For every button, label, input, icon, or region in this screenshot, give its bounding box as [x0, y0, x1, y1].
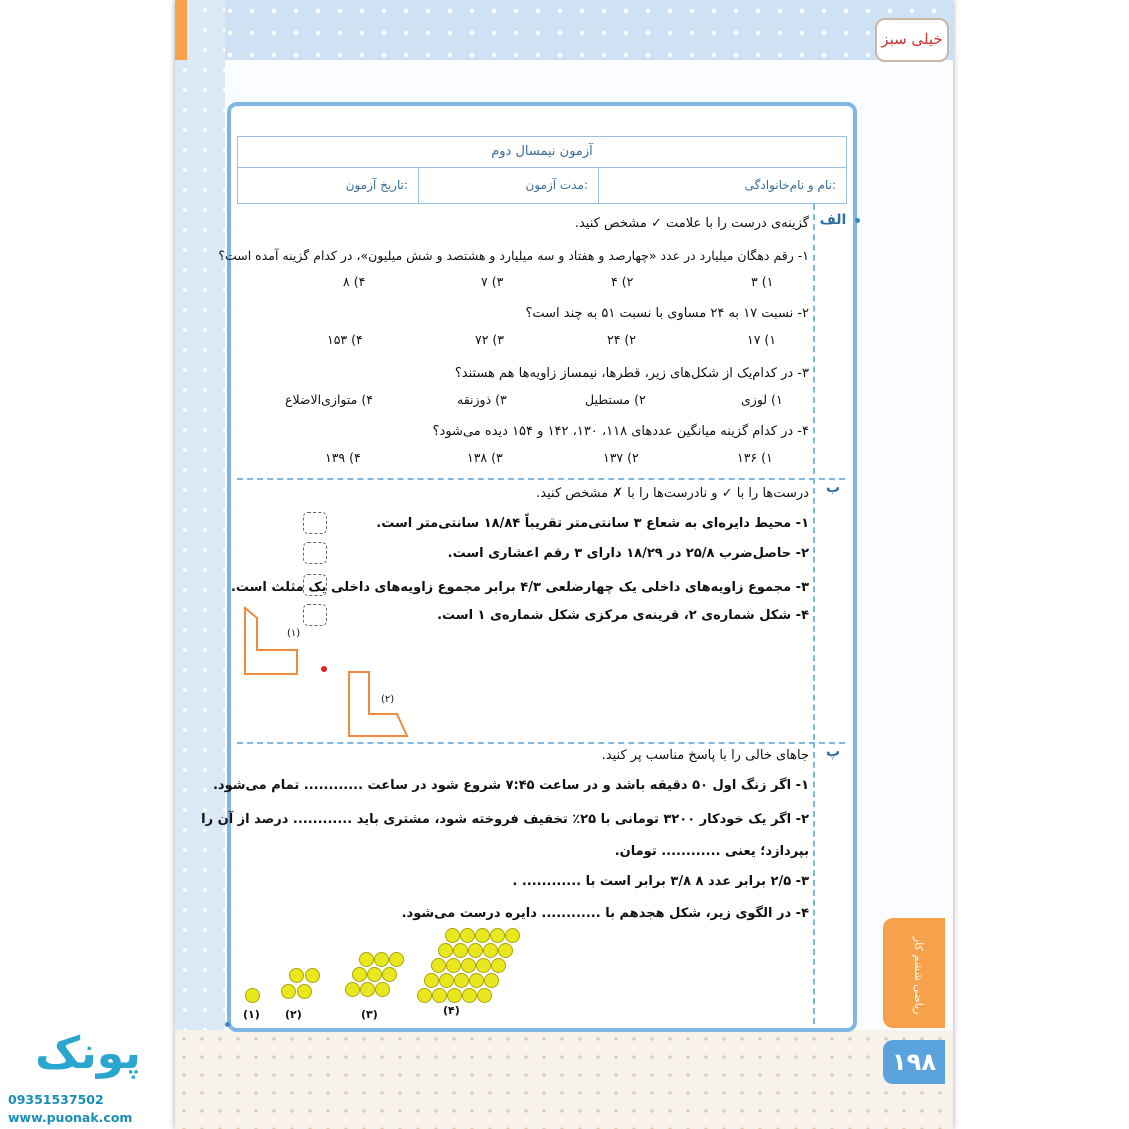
pattern-3-circle: [359, 952, 374, 967]
section-b-divider: [237, 478, 845, 480]
section-c-instruction: جاهای خالی را با پاسخ مناسب پر کنید.: [601, 748, 809, 763]
question-a2-option-4[interactable]: ۴) ۱۵۳: [327, 332, 363, 347]
pattern-4-circle: [483, 943, 498, 958]
section-a-label: الف: [819, 212, 847, 228]
orange-corner-strip: [175, 0, 187, 60]
question-a3-option-3[interactable]: ۳) ذوزنقه: [457, 392, 507, 407]
section-b-margin-line: [813, 478, 815, 740]
fill-blank-c3: ۳- ۲/۵ برابر عدد ۸ ۳/۸ برابر است با ............ .: [512, 874, 809, 889]
question-a2-option-3[interactable]: ۳) ۷۲: [475, 332, 505, 347]
fill-blank-c1: ۱- اگر زنگ اول ۵۰ دقیقه باشد و در ساعت ۷:۴۵ شروع شود در ساعت ............ تمام می‌شود.: [212, 778, 809, 793]
fill-blank-c2: ۲- اگر یک خودکار ۳۲۰۰ تومانی با ۲۵٪ تخفیف فروخته شود، مشتری باید ............ درصد از آن را: [201, 812, 809, 827]
fill-blank-c2-continued: بپردازد؛ یعنی ............ تومان.: [614, 844, 809, 859]
pattern-3-circle: [375, 982, 390, 997]
pattern-2-circle: [297, 984, 312, 999]
question-a3-option-1[interactable]: ۱) لوزی: [741, 392, 783, 407]
exam-page: [175, 0, 953, 1129]
section-c-margin-line: [813, 742, 815, 1024]
pattern-4-circle: [454, 973, 469, 988]
pattern-3-circle: [352, 967, 367, 982]
exam-frame: [201, 102, 857, 1032]
page-number: ۱۹۸: [883, 1040, 945, 1084]
date-field-label: تاریخ آزمون:: [345, 178, 408, 192]
question-a1-option-3[interactable]: ۳) ۷: [481, 274, 504, 289]
top-decorative-band: [175, 0, 953, 60]
question-a4: ۴- در کدام گزینه میانگین عددهای ۱۱۸، ۱۳۰، ۱۴۲ و ۱۵۴ دیده می‌شود؟: [432, 424, 809, 439]
pattern-4-circle: [491, 958, 506, 973]
question-a1: ۱- رقم دهگان میلیارد در عدد «چهارصد و هفتاد و سه میلیارد و هشتصد و شش میلیون»، در کدام گزینه آمده است؟: [218, 248, 809, 263]
book-side-tab: [883, 918, 945, 1028]
pattern-4-circle: [468, 943, 483, 958]
statement-b4: ۴- شکل شماره‌ی ۲، قرینه‌ی مرکزی شکل شماره‌ی ۱ است.: [437, 608, 809, 623]
svg-text:پونک: پونک: [35, 1028, 141, 1079]
pattern-4-circle: [417, 988, 432, 1003]
pattern-1-circle: [245, 988, 260, 1003]
book-logo: خیلی سبز: [875, 18, 949, 62]
answer-box-b4[interactable]: [303, 604, 327, 626]
section-a-margin-line: [813, 204, 815, 474]
pattern-3-circle: [345, 982, 360, 997]
pattern-2-circle: [305, 968, 320, 983]
pattern-3-circle: [382, 967, 397, 982]
question-a1-option-2[interactable]: ۲) ۴: [611, 274, 634, 289]
pattern-4-circle: [469, 973, 484, 988]
pattern-3-circle: [389, 952, 404, 967]
pattern-2-circle: [289, 968, 304, 983]
pattern-4-circle: [439, 973, 454, 988]
question-a3: ۳- در کدام‌یک از شکل‌های زیر، قطرها، نیمساز زاویه‌ها هم هستند؟: [454, 366, 809, 381]
pattern-3-circle: [374, 952, 389, 967]
question-a2-option-1[interactable]: ۱) ۱۷: [747, 332, 777, 347]
question-a4-option-1[interactable]: ۱) ۱۳۶: [737, 450, 773, 465]
pattern-4-circle: [438, 943, 453, 958]
shop-phone: 09351537502: [8, 1092, 104, 1107]
question-a3-option-2[interactable]: ۲) مستطیل: [585, 392, 646, 407]
bottom-decorative-band: [175, 1030, 953, 1129]
statement-b3: ۳- مجموع زاویه‌های داخلی یک چهارضلعی ۴/۳ برابر مجموع زاویه‌های داخلی یک مثلث است.: [230, 580, 809, 595]
pattern-4-circle: [475, 928, 490, 943]
section-c-label: پ: [825, 744, 841, 760]
pattern-4-circle: [446, 958, 461, 973]
pattern-4-circle: [461, 958, 476, 973]
figure-label-2: (۲): [381, 694, 395, 705]
pattern-label-4: (۴): [443, 1004, 460, 1017]
question-a4-option-4[interactable]: ۴) ۱۳۹: [325, 450, 361, 465]
pattern-label-3: (۳): [361, 1008, 378, 1021]
pattern-4-circle: [484, 973, 499, 988]
question-a4-option-2[interactable]: ۲) ۱۳۷: [603, 450, 639, 465]
question-a1-option-4[interactable]: ۴) ۸: [343, 274, 366, 289]
question-a2-option-2[interactable]: ۲) ۲۴: [607, 332, 637, 347]
section-a-instruction: گزینه‌ی درست را با علامت ✓ مشخص کنید.: [574, 216, 809, 231]
pattern-4-circle: [424, 973, 439, 988]
duration-field-label: مدت آزمون:: [418, 168, 598, 203]
pattern-3-circle: [360, 982, 375, 997]
pattern-4-circle: [462, 988, 477, 1003]
figure-label-1: (۱): [287, 628, 301, 639]
pattern-4-circle: [476, 958, 491, 973]
margin-dot-bottom: [225, 1022, 230, 1027]
side-decorative-band: [175, 0, 225, 1129]
statement-b2: ۲- حاصل‌ضرب ۲۵/۸ در ۱۸/۲۹ دارای ۳ رقم اعشاری است.: [447, 546, 809, 561]
fill-blank-c4: ۴- در الگوی زیر، شکل هجدهم با ............ دایره درست می‌شود.: [401, 906, 809, 921]
pattern-label-2: (۲): [285, 1008, 302, 1021]
side-tab-title: ریاضی ششم کار: [912, 937, 925, 1015]
pattern-3-circle: [367, 967, 382, 982]
section-b-label: ب: [825, 480, 841, 496]
answer-box-b2[interactable]: [303, 542, 327, 564]
pattern-4-circle: [432, 988, 447, 1003]
pattern-4-circle: [431, 958, 446, 973]
pattern-label-1: (۱): [243, 1008, 260, 1021]
pattern-4-circle: [447, 988, 462, 1003]
l-shape-figure-1: [243, 606, 303, 676]
pattern-4-circle: [505, 928, 520, 943]
pattern-4-circle: [460, 928, 475, 943]
pattern-4-circle: [453, 943, 468, 958]
margin-dot-top: [855, 218, 860, 223]
puonak-logo: [28, 1018, 148, 1088]
pattern-4-circle: [490, 928, 505, 943]
l-shape-figure-2: [347, 670, 409, 740]
exam-title: آزمون نیمسال دوم: [238, 137, 846, 168]
question-a2: ۲- نسبت ۱۷ به ۲۴ مساوی با نسبت ۵۱ به چند است؟: [525, 306, 809, 321]
exam-header-table: [237, 136, 847, 204]
question-a3-option-4[interactable]: ۴) متوازی‌الاضلاع: [285, 392, 373, 407]
answer-box-b3[interactable]: [303, 574, 327, 596]
pattern-4-circle: [477, 988, 492, 1003]
question-a4-option-3[interactable]: ۳) ۱۳۸: [467, 450, 503, 465]
answer-box-b1[interactable]: [303, 512, 327, 534]
question-a1-option-1[interactable]: ۱) ۳: [751, 274, 774, 289]
statement-b1: ۱- محیط دایره‌ای به شعاع ۳ سانتی‌متر تقریباً ۱۸/۸۴ سانتی‌متر است.: [376, 516, 809, 531]
pattern-2-circle: [281, 984, 296, 999]
shop-url: www.puonak.com: [8, 1110, 133, 1125]
name-field-label: نام و نام‌خانوادگی:: [598, 168, 846, 203]
center-point: [321, 666, 327, 672]
pattern-4-circle: [498, 943, 513, 958]
section-c-divider: [237, 742, 845, 744]
section-b-instruction: درست‌ها را با ✓ و نادرست‌ها را با ✗ مشخص کنید.: [536, 486, 809, 501]
pattern-4-circle: [445, 928, 460, 943]
